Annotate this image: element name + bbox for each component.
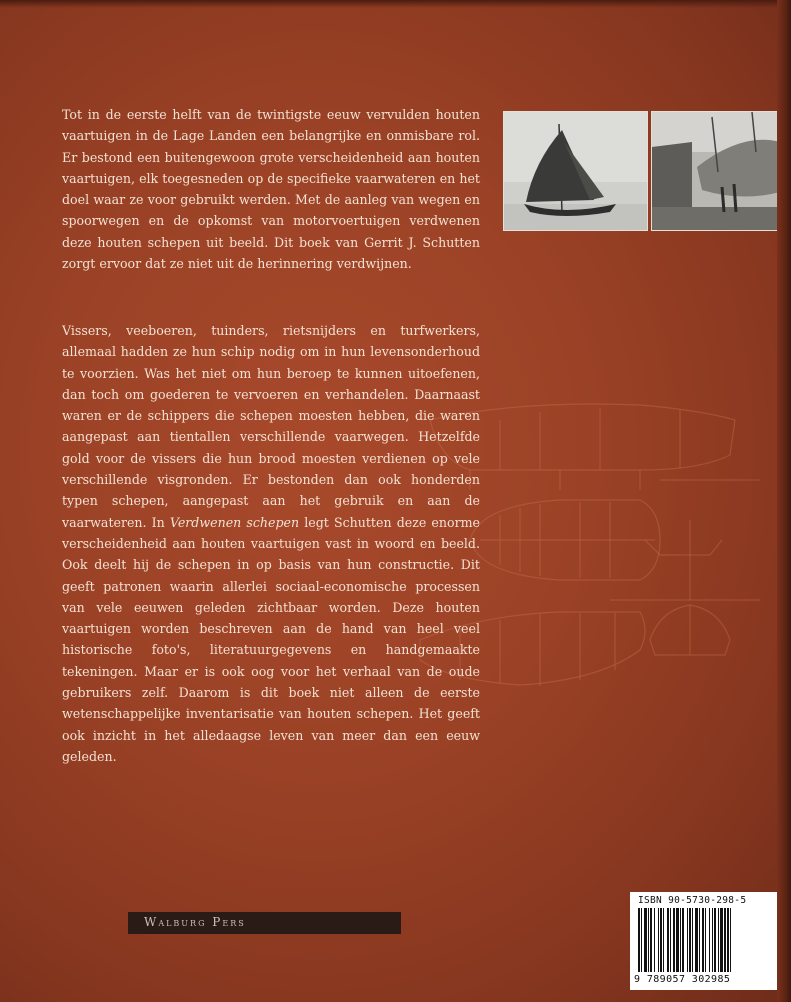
paragraph-2-text-end: legt Schutten deze enorme verscheidenheid aan houten vaartuigen vast in woord en beeld. Ook deelt hij de schepen in op basis van hun constructie. Dit geeft patronen waarin allerlei sociaal-economische processen van vele eeuwen geleden zichtbaar worden. Deze houten vaartuigen worden beschreven aan de hand van heel veel historische foto's, literatuurgegevens en handgemaakte tekeningen. Maar er is ook oog voor het verhaal van de oude gebruikers zelf. Daarom is dit boek niet alleen de eerste wetenschappelijke inventarisatie van houten schepen. Het geeft ook inzicht in het alledaagse leven van meer dan een eeuw geleden.: [62, 514, 480, 764]
paragraph-1-text: Tot in de eerste helft van de twintigste eeuw vervulden houten vaartuigen in de Lage Landen een belangrijke en onmisbare rol. Er bestond een buitengewoon grote verscheidenheid aan houten vaartuigen, elk toegesneden op de specifieke vaarwateren en het doel waar ze voor gebruikt werden. Met de aanleg van wegen en spoorwegen en de opkomst van motorvoertuigen verdwenen deze houten schepen uit beeld. Dit boek van Gerrit J. Schutten zorgt ervoor dat ze niet uit de herinnering verdwijnen.: [62, 107, 480, 272]
isbn-label: ISBN 90-5730-298-5: [638, 895, 747, 906]
publisher-name: Walburg Pers: [144, 915, 246, 929]
cover-right-edge: [777, 0, 791, 1002]
blueprint-cross-sections: [645, 520, 730, 655]
description-paragraph-1: [62, 104, 480, 274]
historic-photos-strip: [503, 111, 783, 229]
description-paragraph-2: [62, 320, 480, 767]
paragraph-2-text-start: Vissers, veeboeren, tuinders, rietsnijders en turfwerkers, allemaal hadden ze hun schip nodig om in hun levensonderhoud te voorzien. Was het niet om hun beroep te kunnen uitoefenen, dan toch om goederen te vervoeren en verhandelen. Daarnaast waren er de schippers die schepen moesten hebben, die waren aangepast aan tientallen verschillende vaarwegen. Hetzelfde gold voor de vissers die hun brood moesten verdienen op vele verschillende visgronden. Er bestonden dan ook honderden typen schepen, aangepast aan het gebruik en aan de vaarwateren. In: [62, 323, 480, 530]
shipyard-photo: [651, 111, 783, 231]
sailing-boat-photo: [503, 111, 648, 231]
book-title-italic: Verdwenen schepen: [169, 514, 300, 530]
publisher-banner: [128, 912, 401, 934]
isbn-barcode: [630, 892, 783, 990]
blueprint-hull-plan-view: [470, 500, 660, 580]
barcode-bars: [638, 908, 775, 972]
barcode-digits: 9 789057 302985: [634, 974, 731, 985]
